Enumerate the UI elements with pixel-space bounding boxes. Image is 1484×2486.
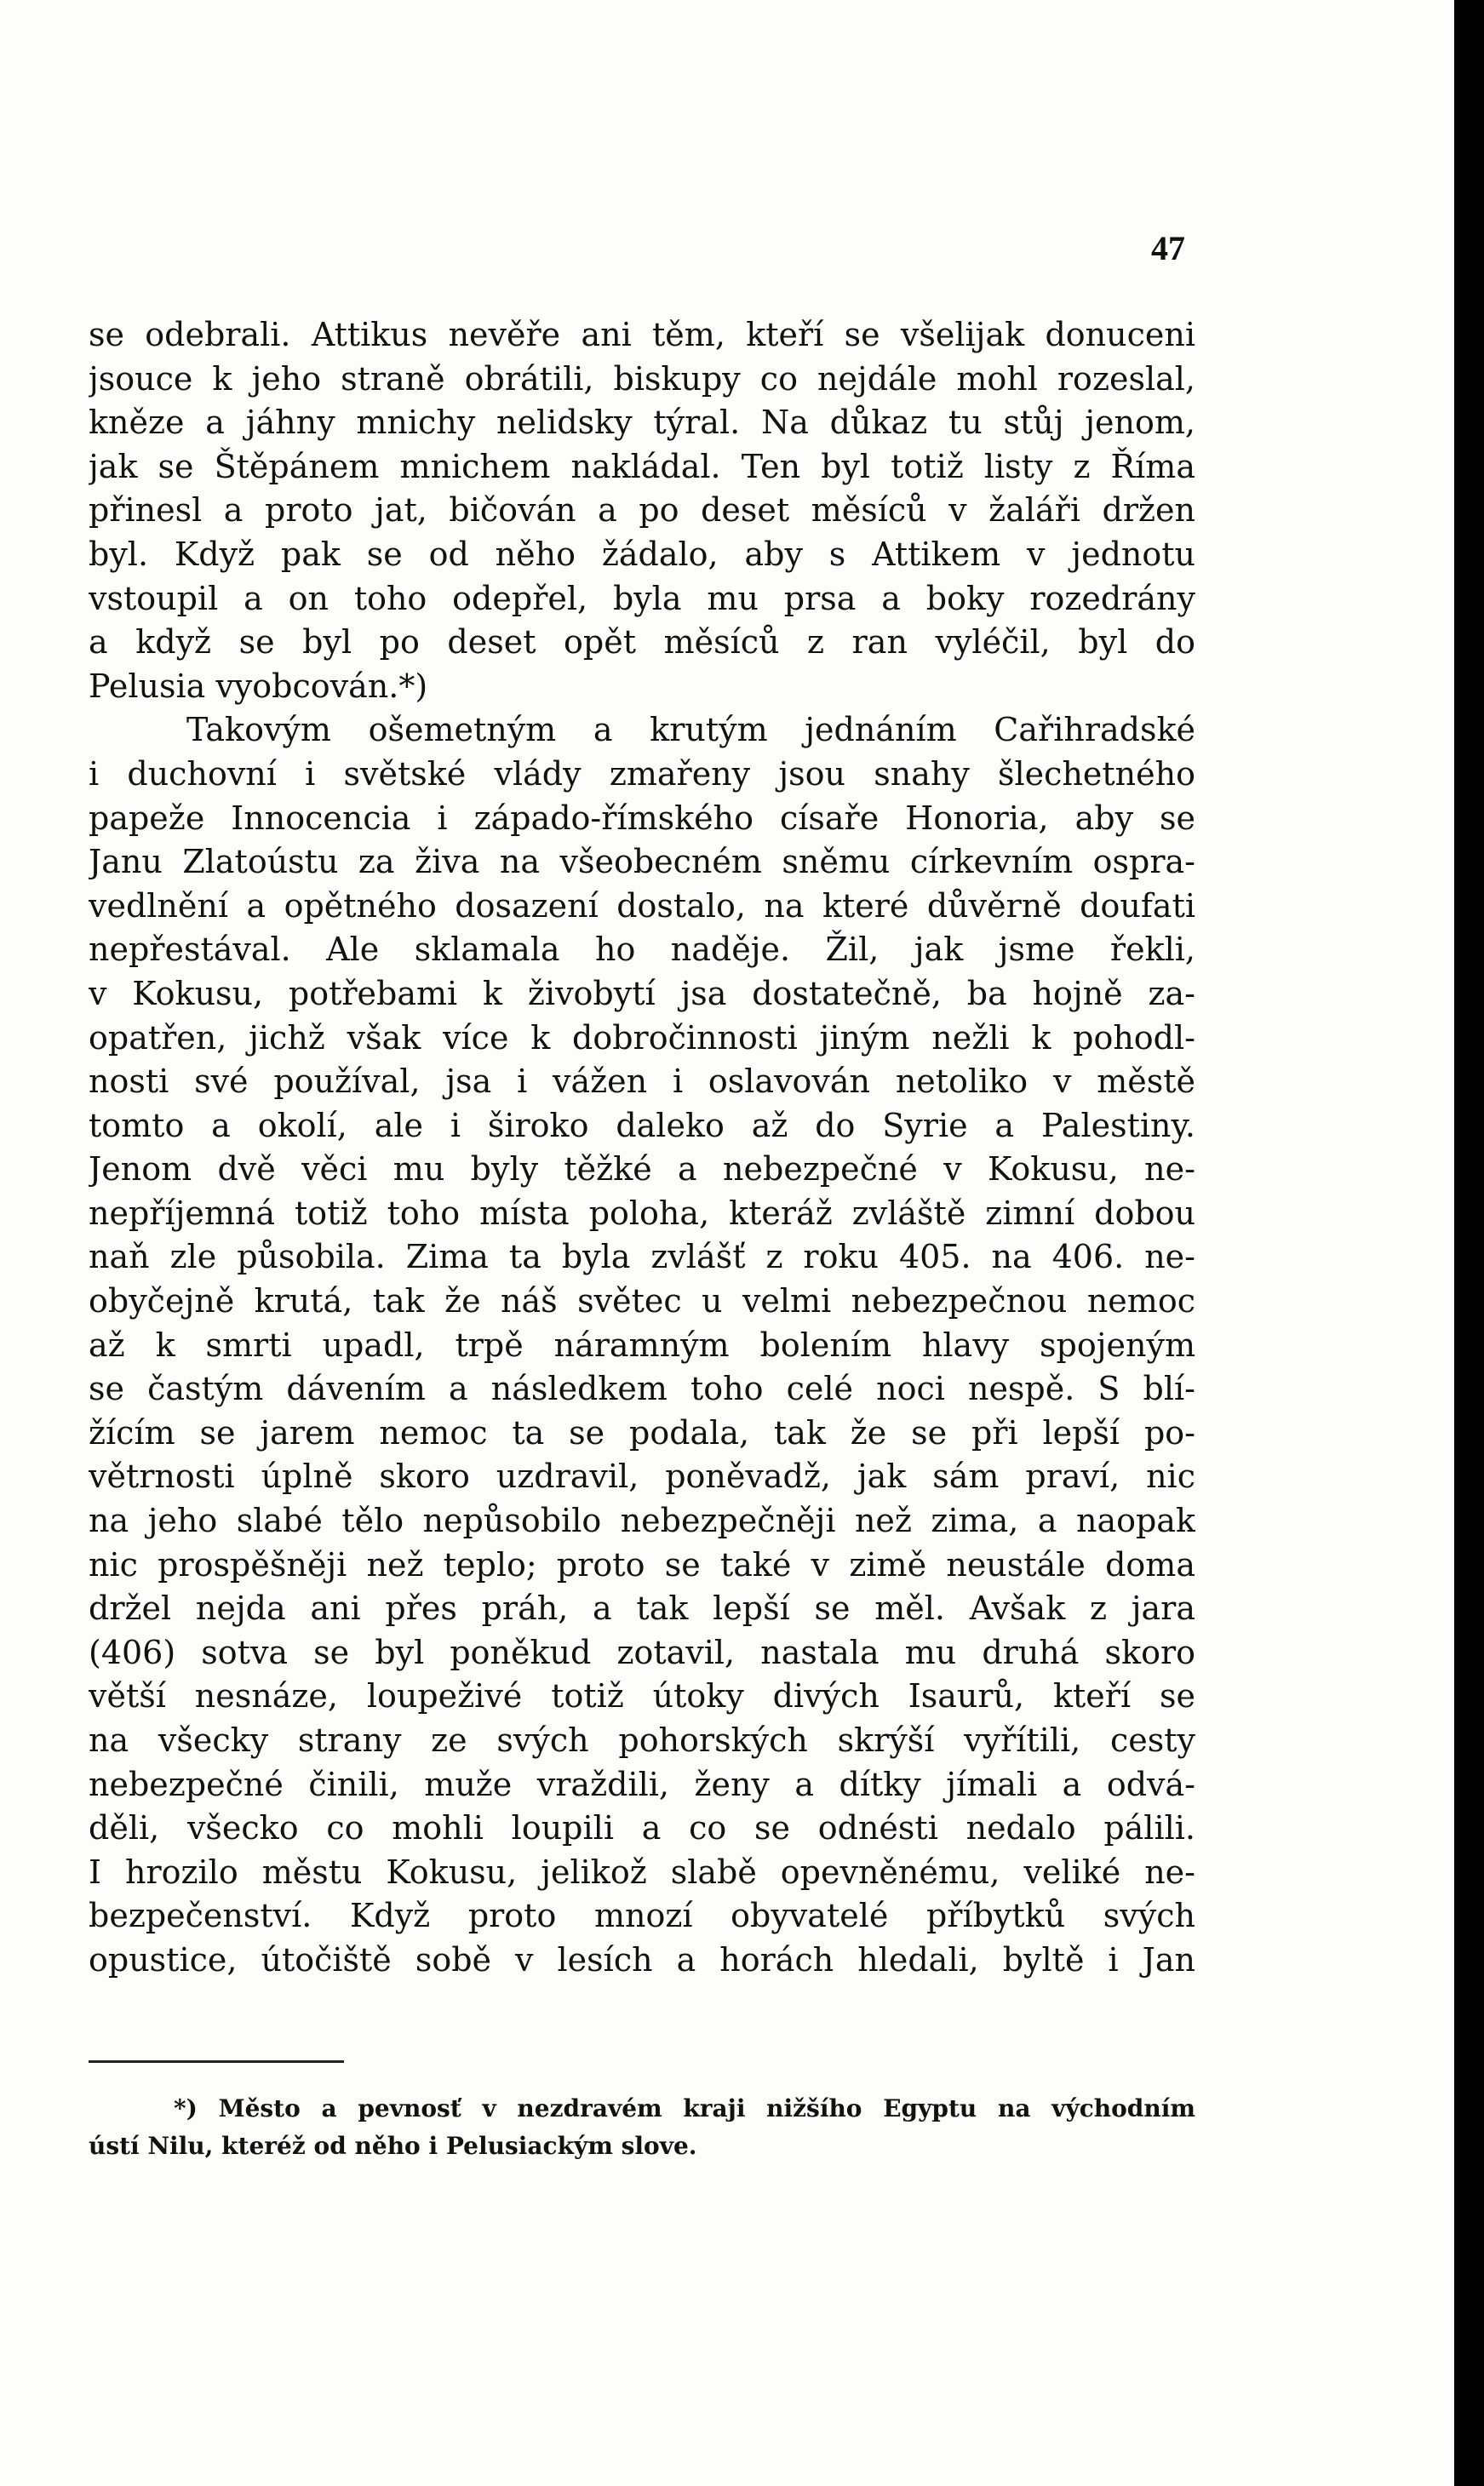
text-line: naň zle působila. Zima ta byla zvlášť z roku 405. na 406. ne- <box>89 1238 1195 1276</box>
text-line: bezpečenství. Když proto mnozí obyvatelé příbytků svých <box>89 1897 1195 1935</box>
text-line: děli, všecko co mohli loupili a co se odnésti nedalo pálili. <box>89 1809 1195 1847</box>
text-line: tomto a okolí, ale i široko daleko až do Syrie a Palestiny. <box>89 1106 1195 1144</box>
text-line: přinesl a proto jat, bičován a po deset měsíců v žaláři držen <box>89 491 1195 530</box>
paragraph <box>89 313 1195 708</box>
body-text <box>89 313 1195 1983</box>
text-line: nosti své používal, jsa i vážen i oslavován netoliko v městě <box>89 1063 1195 1101</box>
text-line: nebezpečné činili, muže vraždili, ženy a dítky jímali a odvá- <box>89 1765 1195 1803</box>
text-line: na všecky strany ze svých pohorských skrýší vyřítili, cesty <box>89 1721 1195 1759</box>
text-line: Jenom dvě věci mu byly těžké a nebezpečné v Kokusu, ne- <box>89 1150 1195 1189</box>
text-line: na jeho slabé tělo nepůsobilo nebezpečněji než zima, a naopak <box>89 1502 1195 1540</box>
text-line: v Kokusu, potřebami k živobytí jsa dostatečně, ba hojně za- <box>89 974 1195 1012</box>
text-line: žícím se jarem nemoc ta se podala, tak že se při lepší po- <box>89 1413 1195 1452</box>
text-line: Janu Zlatoústu za živa na všeobecném sněmu církevním ospra- <box>89 843 1195 881</box>
text-line: opustice, útočiště sobě v lesích a horách hledali, byltě i Jan <box>89 1940 1195 1979</box>
text-line: Takovým ošemetným a krutým jednáním Cařihradské <box>186 711 1195 749</box>
footnote-line: *) Město a pevnosť v nezdravém kraji nižšího Egyptu na východním <box>174 2094 1195 2122</box>
text-line: papeže Innocencia i západo-římského císaře Honoria, aby se <box>89 799 1195 837</box>
text-line: kněze a jáhny mnichy nelidsky týral. Na důkaz tu stůj jenom, <box>89 404 1195 442</box>
footnote-line: ústí Nilu, kteréž od něho i Pelusiackým slove. <box>89 2132 697 2160</box>
footnote <box>89 2090 1195 2165</box>
text-line: vedlnění a opětného dosazení dostalo, na které důvěrně doufati <box>89 886 1195 925</box>
text-line: Pelusia vyobcován.*) <box>89 667 428 705</box>
text-line: i duchovní i světské vlády zmařeny jsou snahy šlechetného <box>89 754 1195 793</box>
text-line: nepřestával. Ale sklamala ho naděje. Žil, jak jsme řekli, <box>89 931 1195 969</box>
text-line: obyčejně krutá, tak že náš světec u velmi nebezpečnou nemoc <box>89 1282 1195 1320</box>
text-line: větrnosti úplně skoro uzdravil, poněvadž, jak sám praví, nic <box>89 1458 1195 1496</box>
text-line: byl. Když pak se od něho žádalo, aby s Attikem v jednotu <box>89 535 1195 573</box>
text-line: I hrozilo městu Kokusu, jelikož slabě opevněnému, veliké ne- <box>89 1853 1195 1891</box>
page-number: 47 <box>1151 229 1185 267</box>
text-line: (406) sotva se byl poněkud zotavil, nastala mu druhá skoro <box>89 1633 1195 1671</box>
text-line: nic prospěšněji než teplo; proto se také v zimě neustále doma <box>89 1545 1195 1584</box>
text-line: se odebrali. Attikus nevěře ani těm, kteří se všelijak donuceni <box>89 316 1195 353</box>
text-line: jsouce k jeho straně obrátili, biskupy co nejdále mohl rozeslal, <box>89 359 1195 398</box>
text-line: držel nejda ani přes práh, a tak lepší se měl. Avšak z jara <box>89 1590 1195 1628</box>
text-line: až k smrti upadl, trpě náramným bolením hlavy spojeným <box>89 1326 1195 1364</box>
footnote-divider <box>89 2060 344 2063</box>
text-line: jak se Štěpánem mnichem nakládal. Ten byl totiž listy z Říma <box>89 447 1195 485</box>
text-line: opatřen, jichž však více k dobročinnosti jiným nežli k pohodl- <box>89 1018 1195 1057</box>
text-line: nepříjemná totiž toho místa poloha, kteráž zvláště zimní dobou <box>89 1194 1195 1232</box>
paragraph <box>89 708 1195 1982</box>
text-line: se častým dávením a následkem toho celé noci nespě. S blí- <box>89 1370 1195 1408</box>
text-line: větší nesnáze, loupeživé totiž útoky divých Isaurů, kteří se <box>89 1677 1195 1716</box>
text-line: a když se byl po deset opět měsíců z ran vyléčil, byl do <box>89 623 1195 662</box>
text-line: vstoupil a on toho odepřel, byla mu prsa a boky rozedrány <box>89 579 1195 617</box>
